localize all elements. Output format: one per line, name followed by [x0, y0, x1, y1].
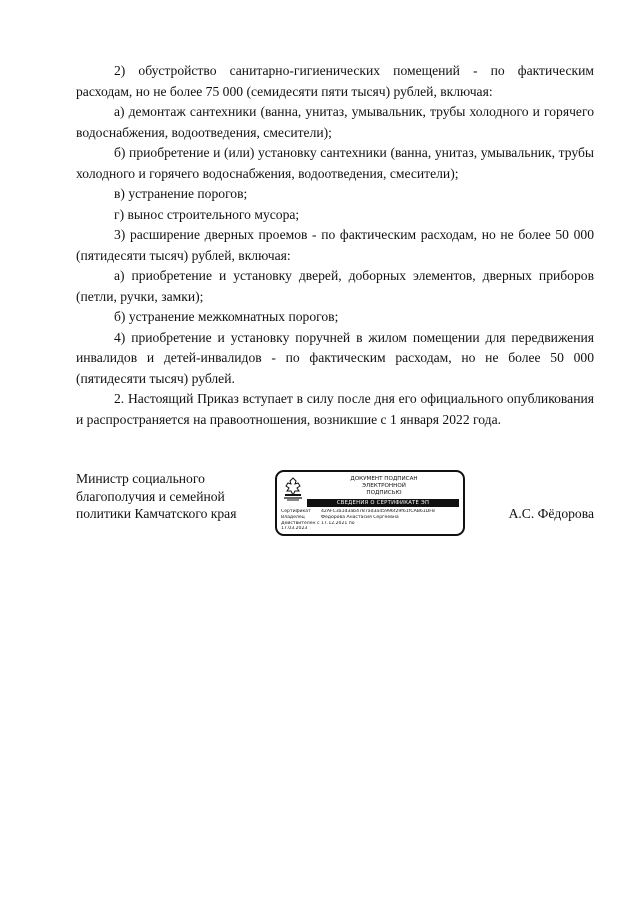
signer-title	[76, 470, 266, 523]
stamp-row-key: Владелец	[281, 514, 305, 520]
stamp-row-value	[321, 526, 459, 532]
signer-title-line: Министр социального	[76, 471, 205, 486]
document-body	[76, 61, 594, 430]
stamp-row-key: Сертификат	[281, 509, 311, 514]
stamp-header-line: ПОДПИСЬЮ	[366, 490, 402, 496]
electronic-signature-stamp	[275, 470, 465, 536]
paragraph: а) приобретение и установку дверей, доборных элементов, дверных приборов (петли, ручки, замки);	[76, 268, 594, 304]
paragraph: 2) обустройство санитарно-гигиенических помещений - по фактическим расходам, но не более 75 000 (семидесяти пяти тысяч) рублей, включая:	[76, 63, 594, 99]
stamp-header-line: ЭЛЕКТРОННОЙ	[362, 483, 406, 489]
stamp-row-key: 17.03.2023	[281, 526, 308, 532]
stamp-row	[281, 526, 459, 532]
signer-title-line: благополучия и семейной	[76, 488, 225, 504]
signer-title-line: политики Камчатского края	[76, 506, 237, 521]
paragraph: б) устранение межкомнатных порогов;	[114, 309, 339, 324]
coat-of-arms-icon	[282, 477, 304, 501]
paragraph: 4) приобретение и установку поручней в жилом помещении для передвижения инвалидов и детей-инвалидов - по фактическим расходам, но не более 50 000 (пятидесяти тысяч) рублей.	[76, 329, 594, 386]
stamp-header	[311, 476, 457, 497]
stamp-row-value: Федорова Анастасия Сергеевна	[321, 514, 399, 520]
paragraph: г) вынос строительного мусора;	[114, 206, 300, 222]
stamp-details	[281, 509, 459, 532]
paragraph: а) демонтаж сантехники (ванна, унитаз, умывальник, трубы холодного и горячего водоснабжения, водоотведения, смесители);	[76, 104, 594, 140]
signer-name: А.С. Фёдорова	[508, 506, 594, 521]
paragraph: 3) расширение дверных проемов - по фактическим расходам, но не более 50 000 (пятидесяти тысяч) рублей, включая:	[76, 227, 594, 263]
stamp-header-line: ДОКУМЕНТ ПОДПИСАН	[350, 476, 418, 482]
signature-block	[76, 470, 594, 540]
stamp-row-value: 42AFC3a1d3ab4787ad3a45996f29f61fCAB61DF8	[321, 509, 435, 514]
stamp-row-key: Действителен с 17.12.2021 по	[281, 520, 355, 526]
paragraph: б) приобретение и (или) установку сантехники (ванна, унитаз, умывальник, трубы холодного и горячего водоснабжения, водоотведения, смесители);	[76, 145, 594, 181]
stamp-certificate-bar: СВЕДЕНИЯ О СЕРТИФИКАТЕ ЭП	[307, 499, 459, 507]
paragraph: в) устранение порогов;	[114, 186, 248, 201]
paragraph: 2. Настоящий Приказ вступает в силу после дня его официального опубликования и распространяется на правоотношения, возникшие с 1 января 2022 года.	[76, 391, 594, 427]
